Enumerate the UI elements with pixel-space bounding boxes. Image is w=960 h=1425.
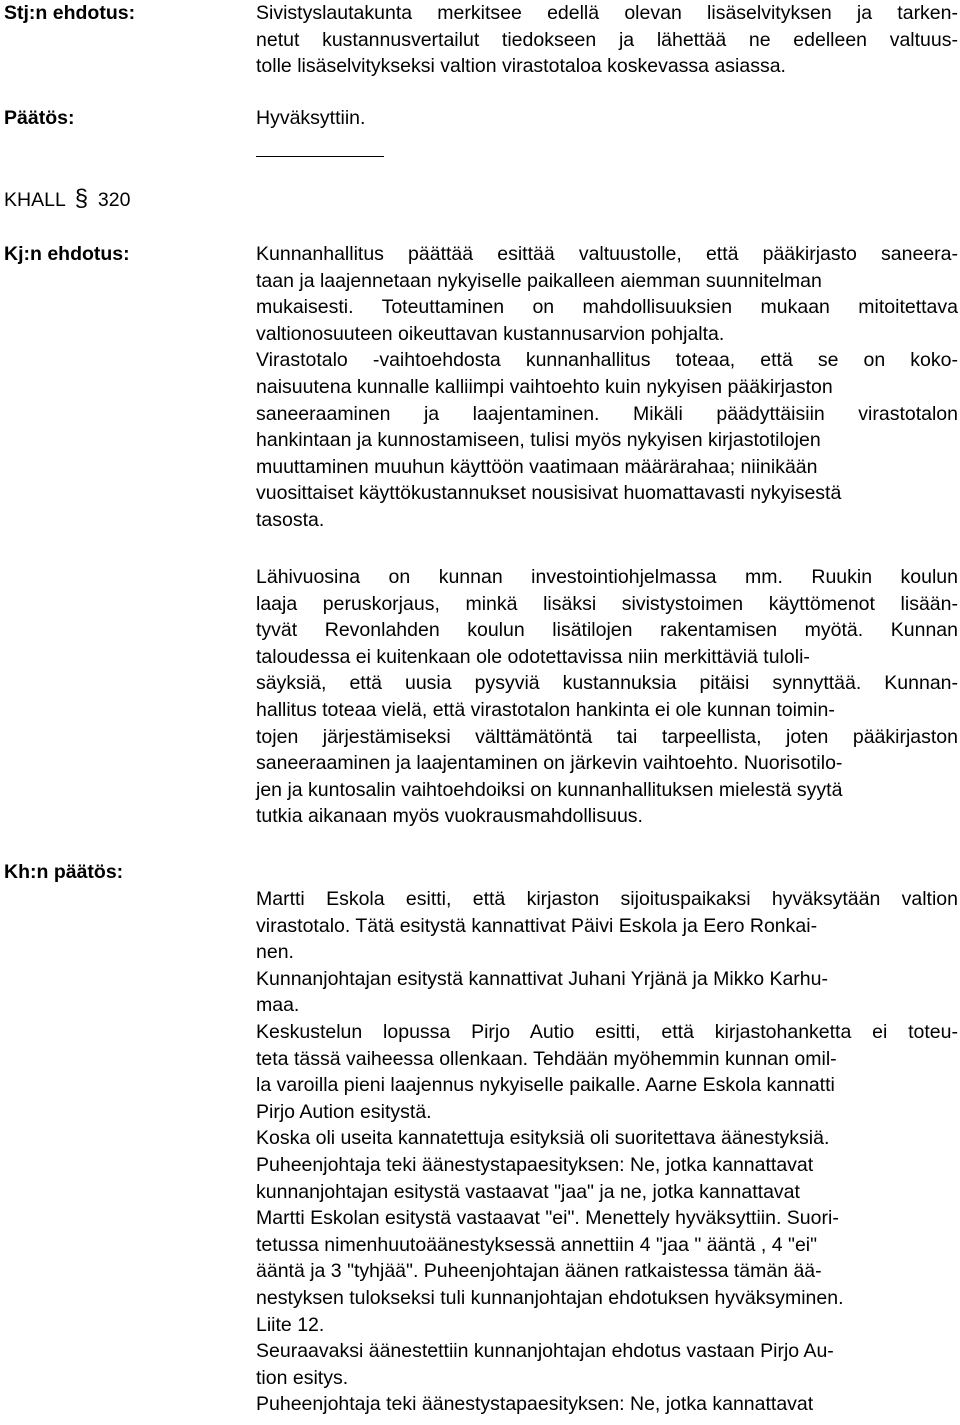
text-line: la varoilla pieni laajennus nykyiselle paikalle. Aarne Eskola kannatti xyxy=(256,1074,835,1097)
text-line: Koska oli useita kannatettuja esityksiä oli suoritettava äänestyksiä. xyxy=(256,1127,830,1150)
text-line: Liite 12. xyxy=(256,1313,325,1336)
label-kh-paatos: Kh:n päätös: xyxy=(4,861,124,883)
text-line: tojen järjestämiseksi välttämätöntä tai tarpeellista, joten pääkirjaston xyxy=(256,725,958,748)
kj-paragraph-2 xyxy=(256,564,958,830)
text-line: virastotalo. Tätä esitystä kannattivat Päivi Eskola ja Eero Ronkai- xyxy=(256,914,818,937)
text-line: tasosta. xyxy=(256,508,325,531)
text-line: Pirjo Aution esitystä. xyxy=(256,1100,432,1123)
text-line: Seuraavaksi äänestettiin kunnanjohtajan ehdotus vastaan Pirjo Au- xyxy=(256,1340,834,1363)
text-line: hankintaan ja kunnostamiseen, tulisi myös nykyisen kirjastotilojen xyxy=(256,429,821,452)
stj-paragraph xyxy=(256,0,958,80)
text-line: maa. xyxy=(256,994,300,1017)
section-symbol: § xyxy=(74,185,89,212)
label-stj-ehdotus: Stj:n ehdotus: xyxy=(4,2,136,24)
text-line: Puheenjohtaja teki äänestystapaesityksen: Ne, jotka kannattavat xyxy=(256,1153,814,1176)
text-line: tyvät Revonlahden koulun lisätilojen rakentamisen myötä. Kunnan xyxy=(256,619,958,642)
text-line: Sivistyslautakunta merkitsee edellä olevan lisäselvityksen ja tarken- xyxy=(256,2,958,24)
text-line: jen ja kuntosalin vaihtoehdoiksi on kunnanhallituksen mielestä syytä xyxy=(256,778,843,801)
text-line: nen. xyxy=(256,941,294,964)
label-kj-ehdotus: Kj:n ehdotus: xyxy=(4,243,130,265)
text-line: naisuutena kunnalle kalliimpi vaihtoehto kuin nykyisen pääkirjaston xyxy=(256,375,833,398)
text-line: laaja peruskorjaus, minkä lisäksi sivistystoimen käyttömenot lisään- xyxy=(256,592,958,615)
text-line: tion esitys. xyxy=(256,1366,349,1389)
text-line: Keskustelun lopussa Pirjo Autio esitti, että kirjastohanketta ei toteu- xyxy=(256,1020,958,1043)
text-line: saneeraaminen ja laajentaminen. Mikäli päädyttäisiin virastotalon xyxy=(256,402,958,425)
text-line: tolle lisäselvitykseksi valtion virastotaloa koskevassa asiassa. xyxy=(256,55,786,78)
text-line: ääntä ja 3 "tyhjää". Puheenjohtajan äänen ratkaistessa tämän ää- xyxy=(256,1260,822,1283)
section-number: 320 xyxy=(97,189,131,211)
text-line: taan ja laajennetaan nykyiselle paikalleen aiemman suunnitelman xyxy=(256,269,822,292)
label-paatos: Päätös: xyxy=(4,107,75,129)
text-line: Lähivuosina on kunnan investointiohjelmassa mm. Ruukin koulun xyxy=(256,566,958,588)
separator-rule xyxy=(256,156,384,157)
text-line: tutkia aikanaan myös vuokrausmahdollisuus. xyxy=(256,805,643,828)
kh-paragraph xyxy=(256,886,958,1418)
text-line: mukaisesti. Toteuttaminen on mahdollisuuksien mukaan mitoitettava xyxy=(256,296,958,319)
section-name: KHALL xyxy=(4,189,66,211)
section-header xyxy=(4,186,130,213)
text-line: saneeraaminen ja laajentaminen on järkevin vaihtoehto. Nuorisotilo- xyxy=(256,752,843,775)
text-line: muuttaminen muuhun käyttöön vaatimaan määrärahaa; niinikään xyxy=(256,455,818,478)
text-line: kunnanjohtajan esitystä vastaavat "jaa" ja ne, jotka kannattavat xyxy=(256,1180,800,1203)
text-line: Kunnanhallitus päättää esittää valtuustolle, että pääkirjasto saneera- xyxy=(256,243,958,265)
text-line: Martti Eskola esitti, että kirjaston sijoituspaikaksi hyväksytään valtion xyxy=(256,888,958,910)
text-line: tetussa nimenhuutoäänestyksessä annettiin 4 "jaa " ääntä , 4 "ei" xyxy=(256,1233,818,1256)
text-line: hallitus toteaa vielä, että virastotalon hankinta ei ole kunnan toimin- xyxy=(256,698,835,721)
text-line: taloudessa ei kuitenkaan ole odotettavissa niin merkittäviä tuloli- xyxy=(256,645,810,668)
text-line: teta tässä vaiheessa ollenkaan. Tehdään myöhemmin kunnan omil- xyxy=(256,1047,837,1070)
paatos-text: Hyväksyttiin. xyxy=(256,107,366,129)
text-line: vuosittaiset käyttökustannukset nousisivat huomattavasti nykyisestä xyxy=(256,482,842,505)
text-line: nestyksen tulokseksi tuli kunnanjohtajan ehdotuksen hyväksyminen. xyxy=(256,1286,844,1309)
text-line: valtionosuuteen oikeuttavan kustannusarvion pohjalta. xyxy=(256,322,725,345)
text-line: Martti Eskolan esitystä vastaavat "ei". Menettely hyväksyttiin. Suori- xyxy=(256,1207,839,1230)
text-line: säyksiä, että uusia pysyviä kustannuksia pitäisi synnyttää. Kunnan- xyxy=(256,672,958,695)
text-line: Virastotalo -vaihtoehdosta kunnanhallitus toteaa, että se on koko- xyxy=(256,349,958,372)
text-line: Puheenjohtaja teki äänestystapaesityksen: Ne, jotka kannattavat xyxy=(256,1393,814,1416)
kj-paragraph-1 xyxy=(256,241,958,534)
text-line: netut kustannusvertailut tiedokseen ja lähettää ne edelleen valtuus- xyxy=(256,28,958,51)
text-line: Kunnanjohtajan esitystä kannattivat Juhani Yrjänä ja Mikko Karhu- xyxy=(256,967,828,990)
